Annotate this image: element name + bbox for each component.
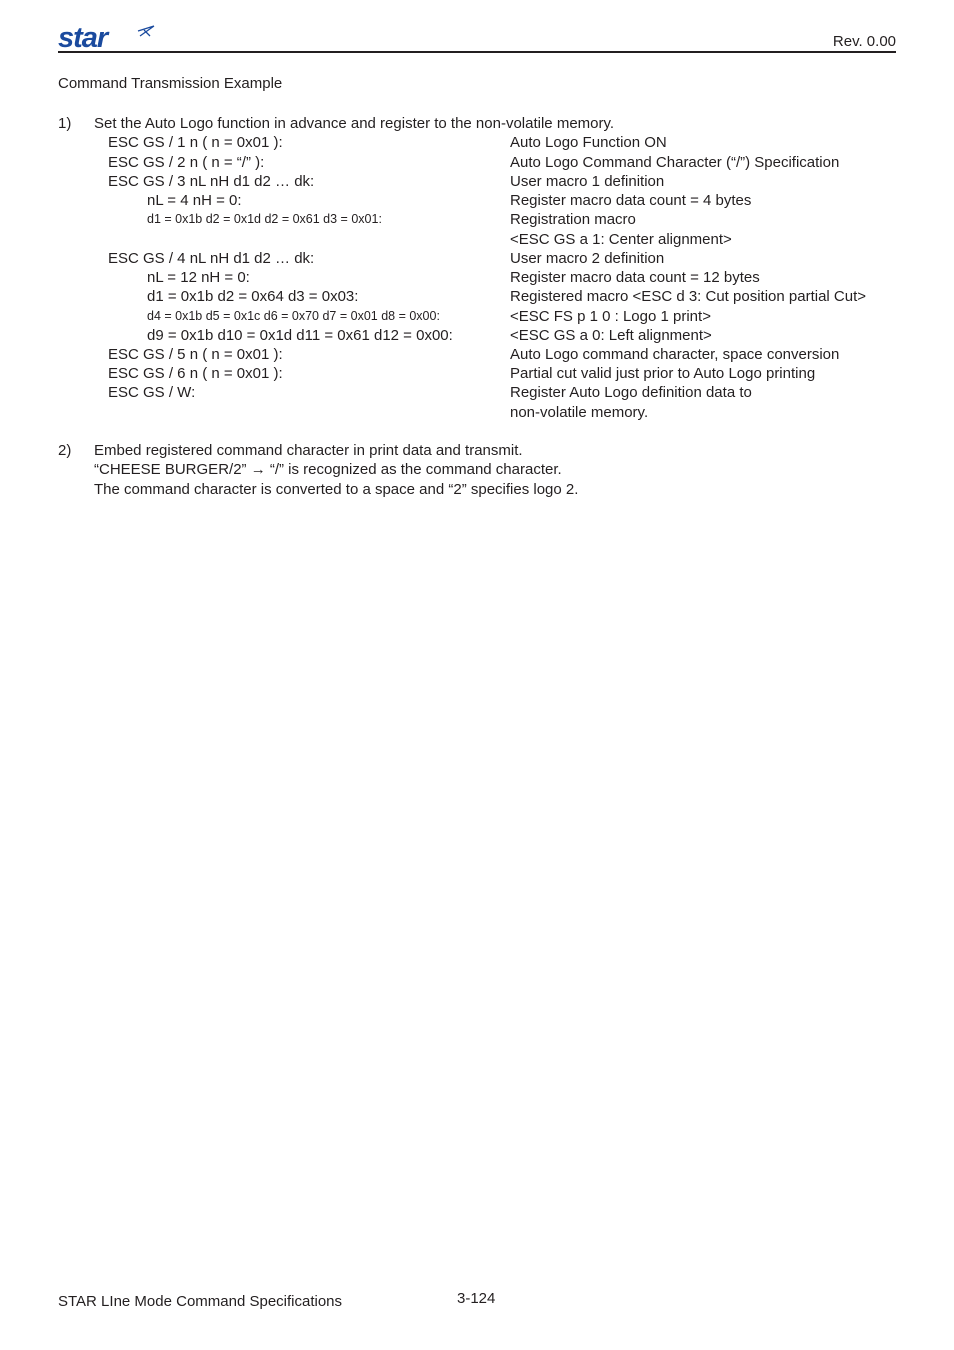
step-1-heading-row — [0, 114, 954, 133]
command-text: ESC GS / 1 n ( n = 0x01 ): — [108, 134, 283, 151]
header-rule — [58, 51, 896, 53]
command-text: d4 = 0x1b d5 = 0x1c d6 = 0x70 d7 = 0x01 d8 = 0x00: — [147, 309, 440, 323]
command-description: User macro 1 definition — [510, 173, 665, 190]
footer-title: STAR LIne Mode Command Specifications — [58, 1293, 343, 1310]
command-text: ESC GS / 6 n ( n = 0x01 ): — [108, 365, 283, 382]
step-heading: Set the Auto Logo function in advance and register to the non-volatile memory. — [94, 115, 615, 132]
command-text: ESC GS / 3 nL nH d1 d2 … dk: — [108, 173, 315, 190]
command-row — [0, 133, 954, 152]
command-description: Register macro data count = 4 bytes — [510, 192, 752, 209]
step-line — [0, 460, 954, 479]
command-description: <ESC GS a 0: Left alignment> — [510, 327, 712, 344]
command-row — [0, 287, 954, 306]
command-description: <ESC GS a 1: Center alignment> — [510, 231, 732, 248]
section-title: Command Transmission Example — [58, 75, 283, 92]
step-number: 1) — [58, 115, 72, 132]
command-row — [0, 268, 954, 287]
command-row — [0, 403, 954, 422]
step-line — [0, 480, 954, 499]
command-description: Registration macro — [510, 211, 636, 228]
step-heading: Embed registered command character in print data and transmit. — [94, 442, 523, 459]
command-text: d1 = 0x1b d2 = 0x1d d2 = 0x61 d3 = 0x01: — [147, 212, 382, 226]
revision-label: Rev. 0.00 — [832, 33, 896, 50]
command-text: nL = 12 nH = 0: — [147, 269, 250, 286]
command-description: Auto Logo Command Character (“/”) Specification — [510, 154, 840, 171]
command-row — [0, 307, 954, 326]
step-number: 2) — [58, 442, 72, 459]
command-row — [0, 364, 954, 383]
command-row — [0, 383, 954, 402]
command-row — [0, 210, 954, 229]
page-number: 3-124 — [457, 1290, 496, 1307]
command-description: <ESC FS p 1 0 : Logo 1 print> — [510, 308, 711, 325]
command-row — [0, 230, 954, 249]
command-description: Auto Logo Function ON — [510, 134, 667, 151]
command-description: Registered macro <ESC d 3: Cut position partial Cut> — [510, 288, 867, 305]
command-text: ESC GS / 2 n ( n = “/” ): — [108, 154, 265, 171]
command-text: nL = 4 nH = 0: — [147, 192, 242, 209]
step-text: “CHEESE BURGER/2” → “/” is recognized as the command character. — [94, 461, 562, 478]
command-row — [0, 153, 954, 172]
command-text: ESC GS / 5 n ( n = 0x01 ): — [108, 346, 283, 363]
step-text: The command character is converted to a space and “2” specifies logo 2. — [94, 481, 579, 498]
command-row — [0, 172, 954, 191]
command-text: d1 = 0x1b d2 = 0x64 d3 = 0x03: — [147, 288, 359, 305]
command-description: Auto Logo command character, space conversion — [510, 346, 840, 363]
command-row — [0, 345, 954, 364]
command-description: Register Auto Logo definition data to — [510, 384, 752, 401]
svg-text:star: star — [58, 22, 108, 52]
command-row — [0, 326, 954, 345]
command-text: ESC GS / W: — [108, 384, 196, 401]
star-logo — [58, 22, 156, 52]
command-description: Partial cut valid just prior to Auto Logo printing — [510, 365, 816, 382]
command-description: non-volatile memory. — [510, 404, 649, 421]
command-description: Register macro data count = 12 bytes — [510, 269, 760, 286]
command-text: d9 = 0x1b d10 = 0x1d d11 = 0x61 d12 = 0x00: — [147, 327, 453, 344]
command-description: User macro 2 definition — [510, 250, 665, 267]
command-text: ESC GS / 4 nL nH d1 d2 … dk: — [108, 250, 315, 267]
command-row — [0, 191, 954, 210]
step-2-heading-row — [0, 441, 954, 460]
command-row — [0, 249, 954, 268]
